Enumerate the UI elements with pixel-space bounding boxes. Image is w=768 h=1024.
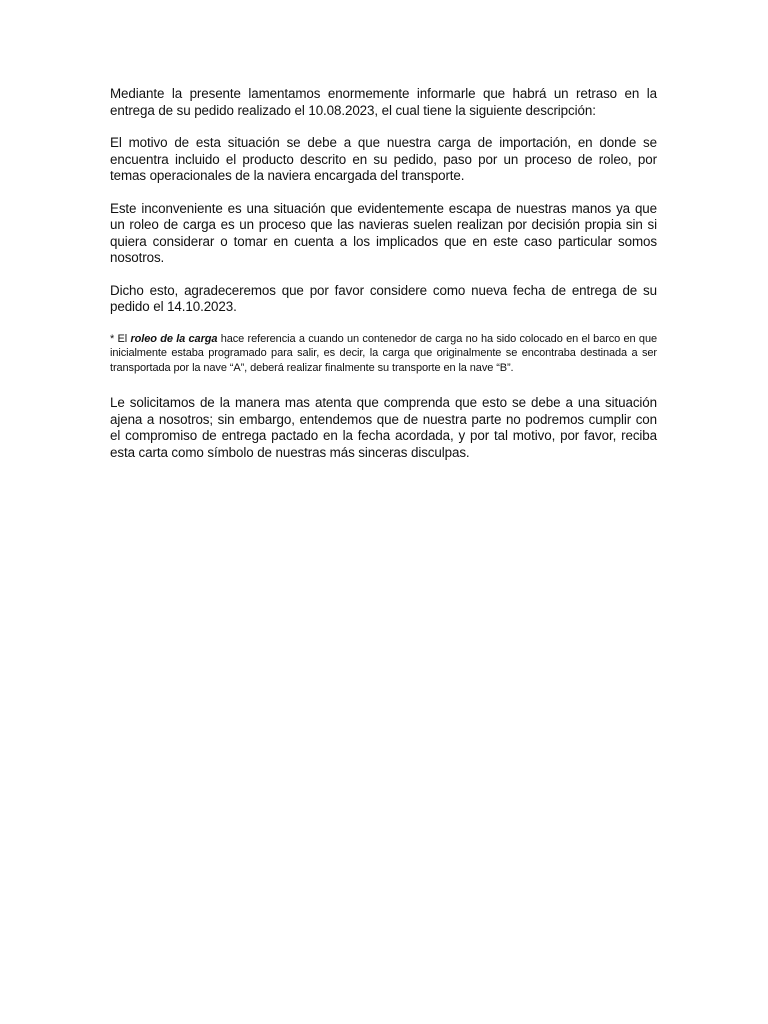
letter-body [110, 86, 657, 477]
footnote-prefix: * El [110, 332, 131, 345]
footnote-term: roleo de la carga [130, 332, 218, 345]
paragraph-explanation: Este inconveniente es una situación que evidentemente escapa de nuestras manos ya que un roleo de carga es un proceso que las navieras suelen realizan por decisión propia sin si quiera considerar o tomar en cuenta a los implicados que en este caso particular somos nosotros. [110, 200, 657, 265]
paragraph-delay-notice: Mediante la presente lamentamos enormemente informarle que habrá un retraso en la entrega de su pedido realizado el 10.08.2023, el cual tiene la siguiente descripción: [110, 86, 657, 118]
footnote-text: hace referencia a cuando un contenedor de carga no ha sido colocado en el barco en que inicialmente estaba programado para salir, es decir, la carga que originalmente se encontraba destinada a ser transportada por la nave “A”, deberá realizar finalmente su transporte en la nave “B”. [110, 332, 657, 374]
paragraph-reason: El motivo de esta situación se debe a que nuestra carga de importación, en donde se encuentra incluido el producto descrito en su pedido, paso por un proceso de roleo, por temas operacionales de la naviera encargada del transporte. [110, 135, 657, 183]
paragraph-apology: Le solicitamos de la manera mas atenta que comprenda que esto se debe a una situación ajena a nosotros; sin embargo, entendemos que de nuestra parte no podremos cumplir con el compromiso de entrega pactado en la fecha acordada, y por tal motivo, por favor, reciba esta carta como símbolo de nuestras más sinceras disculpas. [110, 395, 657, 460]
footnote-roleo [110, 332, 657, 376]
paragraph-new-date: Dicho esto, agradeceremos que por favor considere como nueva fecha de entrega de su pedido el 14.10.2023. [110, 282, 657, 314]
